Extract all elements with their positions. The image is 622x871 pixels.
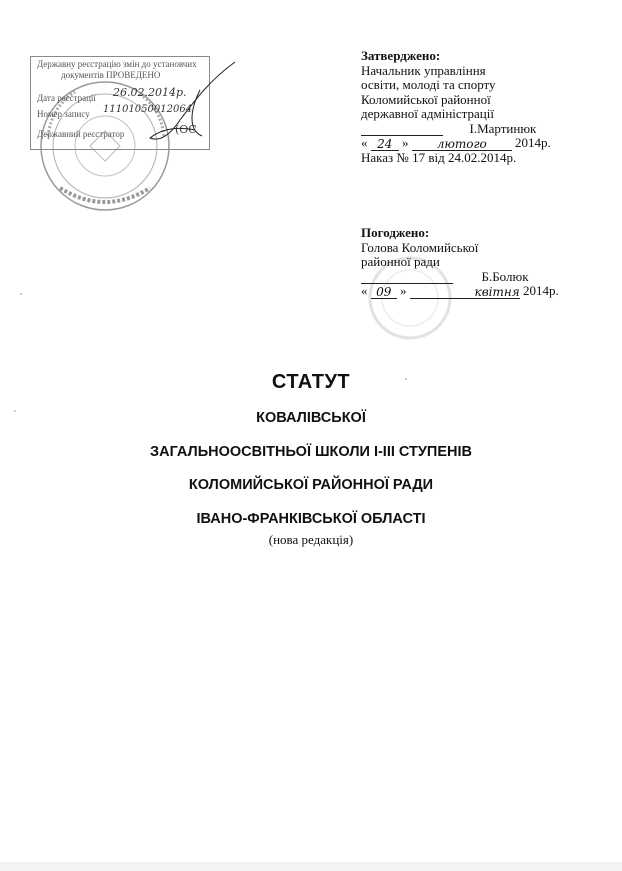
title-line-1: КОВАЛІВСЬКОЇ xyxy=(256,410,366,426)
approval-block xyxy=(361,49,591,165)
agreement-heading: Погоджено: xyxy=(361,225,430,240)
agreement-signature-row xyxy=(361,270,591,285)
title-line-3: КОЛОМИЙСЬКОЇ РАЙОННОЇ РАДИ xyxy=(188,477,434,493)
date-close-quote: » xyxy=(400,283,407,298)
signature-line xyxy=(361,122,443,136)
stamp-record-label: Номер запису xyxy=(37,109,90,119)
approval-line-3: Коломийської районної xyxy=(361,91,491,107)
date-open-quote: « xyxy=(361,135,368,150)
approval-date-row xyxy=(361,136,591,151)
document-title: СТАТУТ xyxy=(271,371,351,393)
agreement-name: Б.Болюк xyxy=(481,268,529,284)
approval-line-2: освіти, молоді та спорту xyxy=(361,77,496,92)
agreement-date-row xyxy=(361,284,591,299)
scan-bottom-edge xyxy=(0,862,622,871)
registrar-signature-icon xyxy=(140,60,240,160)
stamp-date-label: Дата реєстрації xyxy=(37,93,96,103)
stamp-record-value: 11101050012064 xyxy=(103,104,193,115)
date-open-quote: « xyxy=(361,283,368,298)
approval-date-day: 24 xyxy=(371,137,399,151)
agreement-line-1: Голова Коломийської xyxy=(361,239,479,255)
scan-speck xyxy=(14,410,16,412)
approval-line-1: Начальник управління xyxy=(361,62,486,78)
approval-date-year: 2014р. xyxy=(515,135,551,150)
stamp-line-2: документів ПРОВЕДЕНО xyxy=(61,70,161,80)
signature-line xyxy=(361,270,453,284)
agreement-block xyxy=(361,226,591,299)
agreement-date-month: квітня xyxy=(410,285,520,299)
scan-speck xyxy=(20,293,22,295)
stamp-signature-mark: (OC xyxy=(175,123,197,136)
title-line-2: ЗАГАЛЬНООСВІТНЬОЇ ШКОЛИ І-ІІІ СТУПЕНІВ xyxy=(150,444,472,460)
title-line-4: ІВАНО-ФРАНКІВСЬКОЇ ОБЛАСТІ xyxy=(196,511,426,527)
approval-date-month: лютого xyxy=(412,137,512,151)
approval-line-4: державної адміністрації xyxy=(361,106,494,121)
approval-signature-row xyxy=(361,122,591,137)
date-close-quote: » xyxy=(402,135,409,150)
document-subtitle: (нова редакція) xyxy=(268,532,354,547)
approval-order: Наказ № 17 від 24.02.2014р. xyxy=(361,149,517,165)
stamp-registrar-label: Державний реєстратор xyxy=(37,129,125,139)
approver-name: І.Мартинюк xyxy=(469,120,537,136)
approval-heading: Затверджено: xyxy=(361,48,441,63)
scan-speck xyxy=(405,378,407,380)
stamp-date-value: 26.02.2014р. xyxy=(113,86,187,99)
agreement-date-year: 2014р. xyxy=(523,283,559,298)
agreement-line-2: районної ради xyxy=(361,254,440,269)
stamp-line-1: Державну реєстрацію змін до установчих xyxy=(37,59,197,69)
agreement-date-day: 09 xyxy=(371,285,397,299)
